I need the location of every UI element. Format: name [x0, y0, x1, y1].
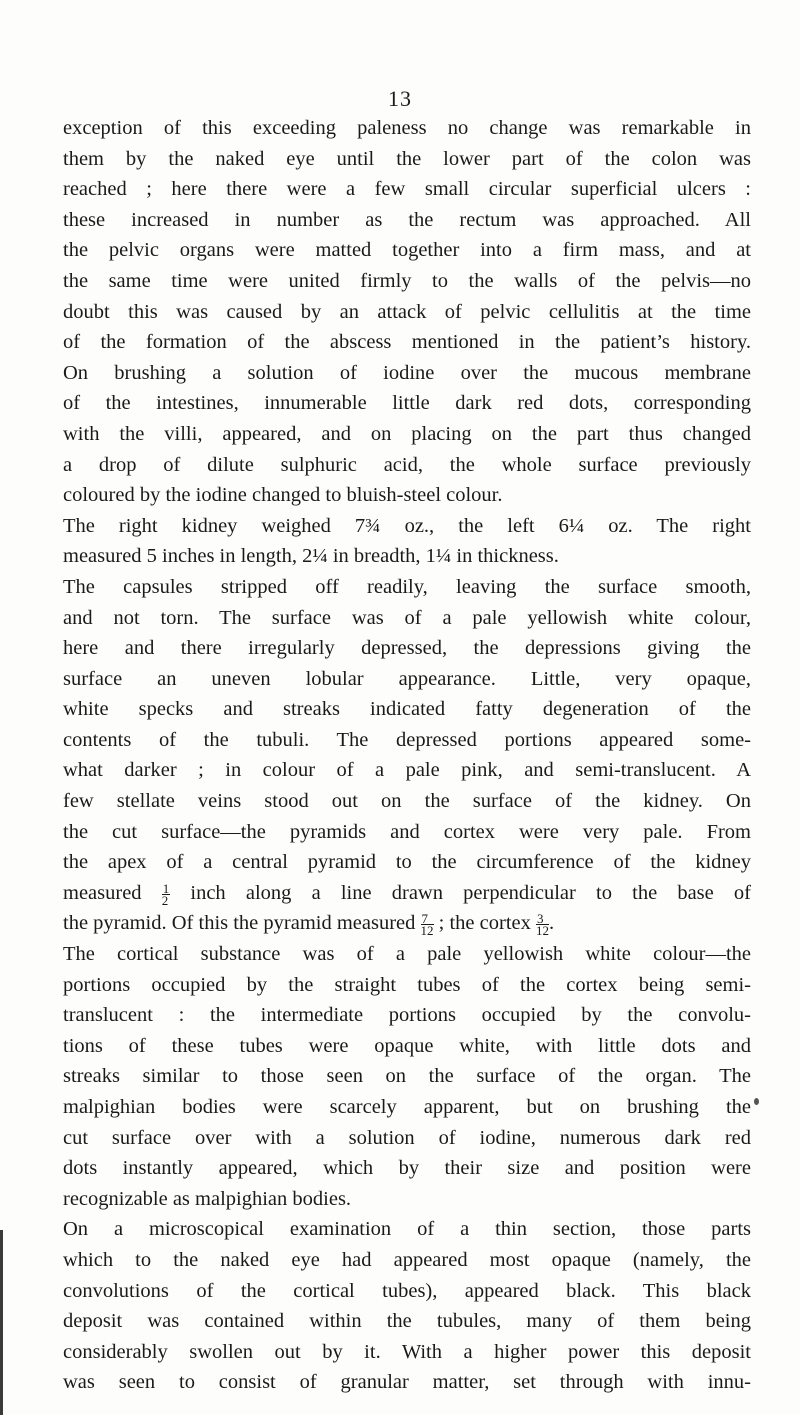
text-line: The capsules stripped off readily, leaving the surface smooth, [63, 575, 751, 598]
fraction-numerator: 7 [421, 913, 434, 925]
text-line: white specks and streaks indicated fatty degeneration of the [63, 698, 751, 721]
text-line: translucent : the intermediate portions occupied by the convolu- [63, 1004, 751, 1027]
text-line: the apex of a central pyramid to the circumference of the kidney [63, 851, 751, 874]
text-line: reached ; here there were a few small circular superficial ulcers : [63, 178, 751, 201]
text-line: recognizable as malpighian bodies. [63, 1187, 352, 1210]
text-line-with-fraction [63, 878, 751, 909]
text-line: considerably swollen out by it. With a higher power this deposit [63, 1340, 751, 1363]
text-line: few stellate veins stood out on the surface of the kidney. On [63, 790, 751, 813]
text-line: what darker ; in colour of a pale pink, and semi-translucent. A [63, 759, 751, 782]
body-text [63, 113, 751, 1398]
text-line: was seen to consist of granular matter, set through with innu- [63, 1371, 751, 1394]
text-line: them by the naked eye until the lower part of the colon was [63, 147, 751, 170]
page-number: 13 [388, 86, 412, 111]
text-line: here and there irregularly depressed, the depressions giving the [63, 637, 751, 660]
text-line: The cortical substance was of a pale yellowish white colour—the [63, 943, 751, 966]
text-segment: inch along a line drawn perpendicular to the base of [190, 881, 752, 904]
text-line: cut surface over with a solution of iodine, numerous dark red [63, 1126, 751, 1149]
text-segment: ; the cortex [438, 912, 531, 935]
fraction [161, 880, 171, 908]
text-line: these increased in number as the rectum was approached. All [63, 208, 751, 231]
text-line: a drop of dilute sulphuric acid, the whole surface previously [63, 453, 751, 476]
text-line: On brushing a solution of iodine over the mucous membrane [63, 361, 751, 384]
text-line: malpighian bodies were scarcely apparent, but on brushing the [63, 1096, 751, 1118]
margin-mark [754, 1098, 759, 1105]
text-line: the pelvic organs were matted together into a firm mass, and at [63, 239, 751, 262]
text-line: contents of the tubuli. The depressed portions appeared some- [63, 728, 751, 751]
fraction-numerator: 1 [162, 880, 170, 896]
text-line: streaks similar to those seen on the surface of the organ. The [63, 1065, 751, 1088]
text-line: coloured by the iodine changed to bluish-steel colour. [63, 484, 503, 507]
text-line: with the villi, appeared, and on placing on the part thus changed [63, 422, 751, 445]
text-line: tions of these tubes were opaque white, with little dots and [63, 1034, 751, 1057]
fraction [536, 911, 549, 939]
text-line: dots instantly appeared, which by their size and position were [63, 1157, 751, 1180]
fraction-denominator: 12 [536, 923, 549, 939]
text-segment: the pyramid. Of this the pyramid measured [63, 912, 416, 935]
text-line: On a microscopical examination of a thin section, those parts [63, 1218, 751, 1241]
text-line-with-fraction [63, 908, 751, 939]
text-line: of the formation of the abscess mentioned in the patient’s history. [63, 331, 751, 354]
fraction-denominator: 2 [161, 892, 169, 908]
text-line: and not torn. The surface was of a pale yellowish white colour, [63, 606, 751, 629]
text-segment: . [549, 912, 555, 935]
text-line: doubt this was caused by an attack of pelvic cellulitis at the time [63, 300, 751, 323]
fraction-denominator: 12 [420, 923, 434, 939]
text-line: The right kidney weighed 7¾ oz., the left 6¼ oz. The right [63, 514, 751, 537]
text-line: the cut surface—the pyramids and cortex were very pale. From [63, 820, 751, 843]
text-line: of the intestines, innumerable little dark red dots, corresponding [63, 392, 751, 415]
text-line: convolutions of the cortical tubes), appeared black. This black [63, 1279, 751, 1302]
page-edge-shadow [0, 1230, 3, 1415]
text-line: the same time were united firmly to the walls of the pelvis—no [63, 269, 751, 292]
text-line: measured 5 inches in length, 2¼ in breadth, 1¼ in thickness. [63, 545, 559, 568]
text-line: portions occupied by the straight tubes of the cortex being semi- [63, 973, 751, 996]
text-line: surface an uneven lobular appearance. Little, very opaque, [63, 667, 751, 690]
text-line: which to the naked eye had appeared most opaque (namely, the [63, 1248, 751, 1271]
text-segment: measured [63, 881, 142, 904]
fraction [420, 911, 434, 939]
fraction-numerator: 3 [536, 913, 549, 925]
text-line: exception of this exceeding paleness no change was remarkable in [63, 117, 751, 139]
text-line: deposit was contained within the tubules, many of them being [63, 1310, 751, 1333]
